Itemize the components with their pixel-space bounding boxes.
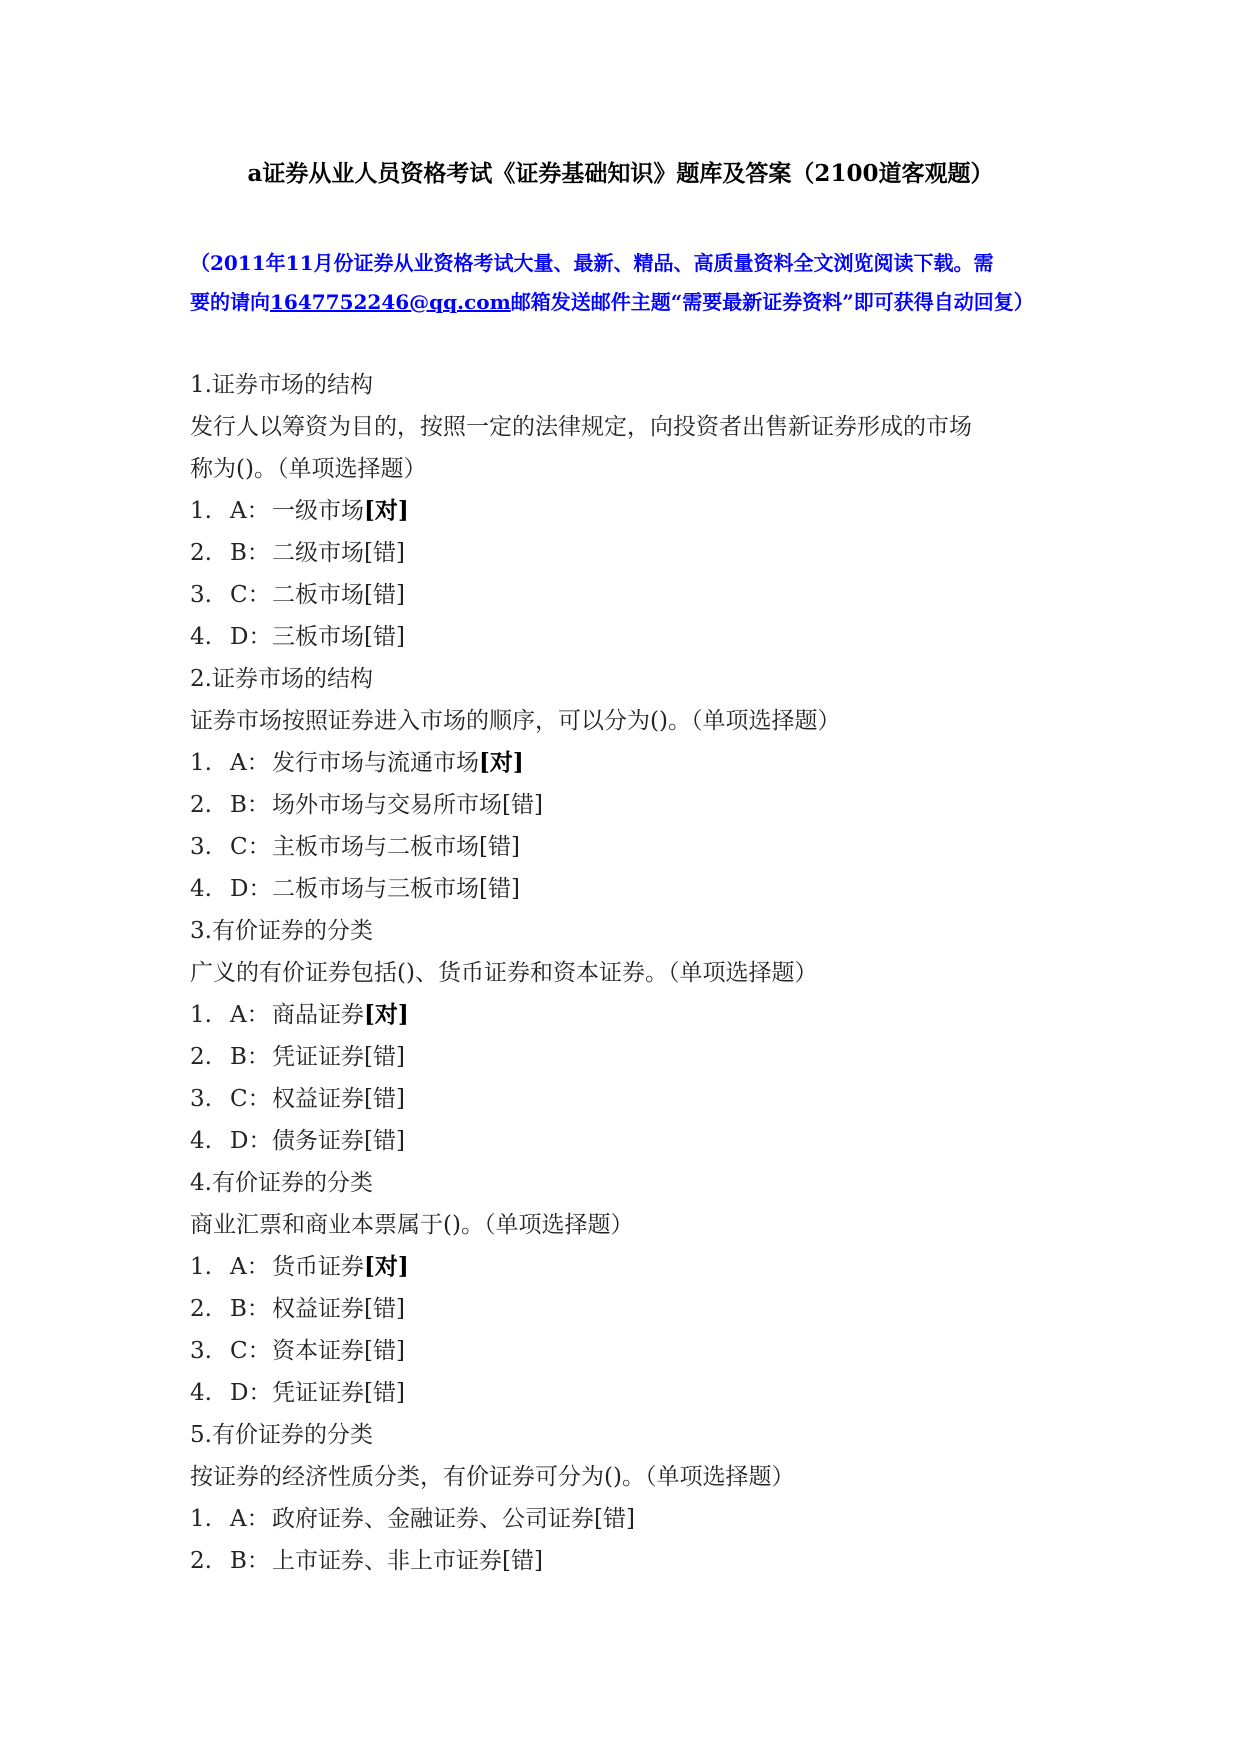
option-text: 一级市场 [272, 498, 364, 524]
question-stem: 按证券的经济性质分类，有价证券可分为()。（单项选择题） [190, 1464, 795, 1490]
option-letter: C： [230, 1086, 271, 1112]
option-letter: B： [230, 1044, 270, 1070]
option-number: 1. [190, 750, 212, 776]
wrong-mark: [错] [364, 1380, 405, 1406]
option-text: 场外市场与交易所市场 [272, 792, 502, 818]
answer-option [190, 826, 1070, 868]
option-letter: D： [230, 1380, 272, 1406]
answer-option [190, 1330, 1070, 1372]
option-text: 凭证证券 [272, 1044, 364, 1070]
correct-mark: [对] [364, 1253, 409, 1280]
option-number: 2. [190, 1548, 212, 1574]
option-text: 二板市场与三板市场 [272, 876, 479, 902]
option-letter: B： [230, 1296, 270, 1322]
wrong-mark: [错] [502, 1548, 543, 1574]
option-number: 4. [190, 624, 212, 650]
wrong-mark: [错] [364, 582, 405, 608]
download-notice [190, 244, 1070, 322]
option-number: 3. [190, 582, 212, 608]
option-letter: A： [230, 1506, 270, 1532]
answer-option [190, 1288, 1070, 1330]
wrong-mark: [错] [364, 540, 405, 566]
question-heading: 2.证券市场的结构 [190, 666, 373, 692]
option-number: 3. [190, 834, 212, 860]
answer-option [190, 490, 1070, 532]
document-title: a证券从业人员资格考试《证券基础知识》题库及答案（2100道客观题） [247, 160, 994, 187]
wrong-mark: [错] [594, 1506, 635, 1532]
wrong-mark: [错] [479, 834, 520, 860]
option-number: 2. [190, 1296, 212, 1322]
wrong-mark: [错] [364, 1128, 405, 1154]
question-heading: 5.有价证券的分类 [190, 1422, 373, 1448]
option-number: 2. [190, 540, 212, 566]
option-text: 货币证券 [272, 1254, 364, 1280]
wrong-mark: [错] [364, 1296, 405, 1322]
notice-line-1: （2011年11月份证券从业资格考试大量、最新、精品、高质量资料全文浏览阅读下载。需 [190, 251, 994, 275]
option-letter: D： [230, 624, 272, 650]
option-number: 1. [190, 1002, 212, 1028]
answer-option [190, 1078, 1070, 1120]
question-stem: 发行人以筹资为目的，按照一定的法律规定，向投资者出售新证券形成的市场 [190, 414, 972, 440]
option-letter: A： [230, 1254, 270, 1280]
answer-option [190, 1036, 1070, 1078]
question-stem: 商业汇票和商业本票属于()。（单项选择题） [190, 1212, 634, 1238]
option-letter: C： [230, 834, 271, 860]
question-heading: 1.证券市场的结构 [190, 372, 373, 398]
answer-option [190, 1372, 1070, 1414]
option-text: 债务证券 [272, 1128, 364, 1154]
option-number: 3. [190, 1338, 212, 1364]
wrong-mark: [错] [364, 624, 405, 650]
option-letter: D： [230, 876, 272, 902]
option-number: 3. [190, 1086, 212, 1112]
answer-option [190, 616, 1070, 658]
option-number: 1. [190, 1254, 212, 1280]
notice-line-2-prefix: 要的请向 [190, 290, 270, 314]
wrong-mark: [错] [364, 1086, 405, 1112]
answer-option [190, 1246, 1070, 1288]
option-text: 二级市场 [272, 540, 364, 566]
answer-option [190, 784, 1070, 826]
option-letter: A： [230, 750, 270, 776]
question-stem: 广义的有价证券包括()、货币证券和资本证券。（单项选择题） [190, 960, 818, 986]
option-text: 商品证券 [272, 1002, 364, 1028]
answer-option [190, 742, 1070, 784]
wrong-mark: [错] [502, 792, 543, 818]
question-list [190, 364, 1070, 1582]
option-letter: B： [230, 540, 270, 566]
option-text: 上市证券、非上市证券 [272, 1548, 502, 1574]
option-number: 2. [190, 1044, 212, 1070]
correct-mark: [对] [364, 497, 409, 524]
wrong-mark: [错] [479, 876, 520, 902]
answer-option [190, 868, 1070, 910]
correct-mark: [对] [479, 749, 524, 776]
answer-option [190, 1120, 1070, 1162]
wrong-mark: [错] [364, 1338, 405, 1364]
option-number: 4. [190, 1380, 212, 1406]
option-text: 政府证券、金融证券、公司证券 [272, 1506, 594, 1532]
answer-option [190, 994, 1070, 1036]
option-letter: C： [230, 1338, 271, 1364]
email-link[interactable]: 1647752246@qq.com [270, 290, 511, 314]
answer-option [190, 1498, 1070, 1540]
answer-option [190, 532, 1070, 574]
wrong-mark: [错] [364, 1044, 405, 1070]
option-text: 权益证券 [272, 1086, 364, 1112]
option-letter: B： [230, 792, 270, 818]
option-number: 4. [190, 876, 212, 902]
option-number: 1. [190, 1506, 212, 1532]
option-letter: B： [230, 1548, 270, 1574]
option-letter: A： [230, 498, 270, 524]
option-letter: C： [230, 582, 271, 608]
option-text: 二板市场 [272, 582, 364, 608]
option-text: 发行市场与流通市场 [272, 750, 479, 776]
correct-mark: [对] [364, 1001, 409, 1028]
option-number: 2. [190, 792, 212, 818]
question-stem: 证券市场按照证券进入市场的顺序，可以分为()。（单项选择题） [190, 708, 841, 734]
option-number: 4. [190, 1128, 212, 1154]
notice-line-2-suffix: 邮箱发送邮件主题“需要最新证券资料”即可获得自动回复） [510, 290, 1034, 314]
notice-line-2 [190, 283, 1070, 322]
option-text: 凭证证券 [272, 1380, 364, 1406]
question-heading: 3.有价证券的分类 [190, 918, 373, 944]
option-text: 三板市场 [272, 624, 364, 650]
question-heading: 4.有价证券的分类 [190, 1170, 373, 1196]
option-text: 资本证券 [272, 1338, 364, 1364]
answer-option [190, 1540, 1070, 1582]
option-number: 1. [190, 498, 212, 524]
option-letter: D： [230, 1128, 272, 1154]
question-stem: 称为()。（单项选择题） [190, 456, 427, 482]
option-text: 主板市场与二板市场 [272, 834, 479, 860]
option-letter: A： [230, 1002, 270, 1028]
option-text: 权益证券 [272, 1296, 364, 1322]
answer-option [190, 574, 1070, 616]
